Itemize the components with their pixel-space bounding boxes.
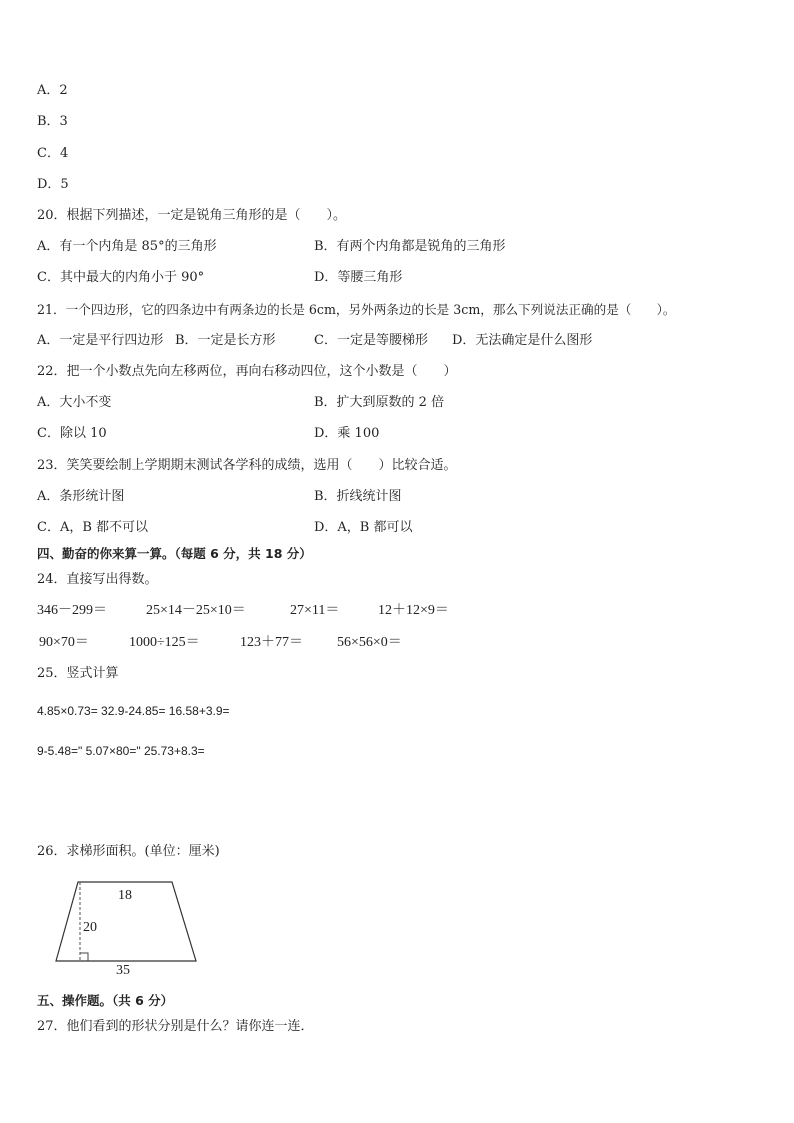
q25-stem: 25．竖式计算 [37, 666, 119, 681]
q22-option-d: D．乘 100 [314, 426, 380, 441]
q24-stem: 24．直接写出得数。 [37, 572, 158, 587]
q22-option-a: A．大小不变 [37, 395, 112, 410]
right-angle-mark [80, 953, 88, 961]
height-label: 20 [83, 920, 97, 935]
q26-stem: 26．求梯形面积。(单位：厘米) [37, 844, 220, 859]
q22-stem: 22．把一个小数点先向左移两位，再向右移动四位，这个小数是（ ） [37, 364, 457, 379]
q24-calc-6: 1000÷125＝ [129, 635, 200, 650]
q25-line-2: 9-5.48=" 5.07×80=" 25.73+8.3= [37, 744, 205, 758]
q23-stem: 23．笑笑要绘制上学期期末测试各学科的成绩，选用（ ）比较合适。 [37, 458, 457, 473]
q21-option-a: A．一定是平行四边形 [37, 333, 164, 348]
q19-option-d: D．5 [37, 177, 69, 192]
q24-calc-5: 90×70＝ [39, 635, 89, 650]
q19-option-c: C．4 [37, 146, 69, 161]
q20-option-a: A．有一个内角是 85°的三角形 [37, 239, 217, 254]
q20-option-c: C．其中最大的内角小于 90° [37, 270, 205, 285]
section-5-heading: 五、操作题。（共 6 分） [37, 993, 174, 1008]
q24-calc-8: 56×56×0＝ [337, 635, 402, 650]
q23-option-a: A．条形统计图 [37, 489, 125, 504]
q20-stem: 20．根据下列描述，一定是锐角三角形的是（ ）。 [37, 208, 347, 223]
q22-option-b: B．扩大到原数的 2 倍 [314, 395, 445, 410]
q23-option-d: D．A，B 都可以 [314, 520, 413, 535]
q24-calc-3: 27×11＝ [290, 603, 340, 618]
q24-calc-7: 123＋77＝ [240, 635, 303, 650]
q21-stem: 21．一个四边形，它的四条边中有两条边的长是 6cm，另外两条边的长是 3cm，那么下列说法正确的是（ ）。 [37, 302, 676, 317]
bottom-base-label: 35 [116, 963, 130, 976]
q21-option-d: D．无法确定是什么图形 [452, 333, 593, 348]
q24-calc-1: 346－299＝ [37, 603, 107, 618]
q19-option-a: A．2 [37, 83, 68, 98]
q21-option-c: C．一定是等腰梯形 [314, 333, 428, 348]
q25-line-1: 4.85×0.73= 32.9-24.85= 16.58+3.9= [37, 704, 230, 718]
q24-calc-2: 25×14－25×10＝ [146, 603, 246, 618]
q27-stem: 27．他们看到的形状分别是什么？请你连一连． [37, 1019, 314, 1034]
q21-option-b: B．一定是长方形 [175, 333, 276, 348]
section-4-heading: 四、勤奋的你来算一算。（每题 6 分，共 18 分） [37, 546, 312, 561]
q20-option-b: B．有两个内角都是锐角的三角形 [314, 239, 506, 254]
q23-option-b: B．折线统计图 [314, 489, 402, 504]
q20-option-d: D．等腰三角形 [314, 270, 403, 285]
q19-option-b: B．3 [37, 114, 68, 129]
top-base-label: 18 [118, 888, 132, 903]
q24-calc-4: 12＋12×9＝ [378, 603, 449, 618]
q23-option-c: C．A，B 都不可以 [37, 520, 149, 535]
trapezoid-figure [50, 876, 210, 976]
q22-option-c: C．除以 10 [37, 426, 107, 441]
